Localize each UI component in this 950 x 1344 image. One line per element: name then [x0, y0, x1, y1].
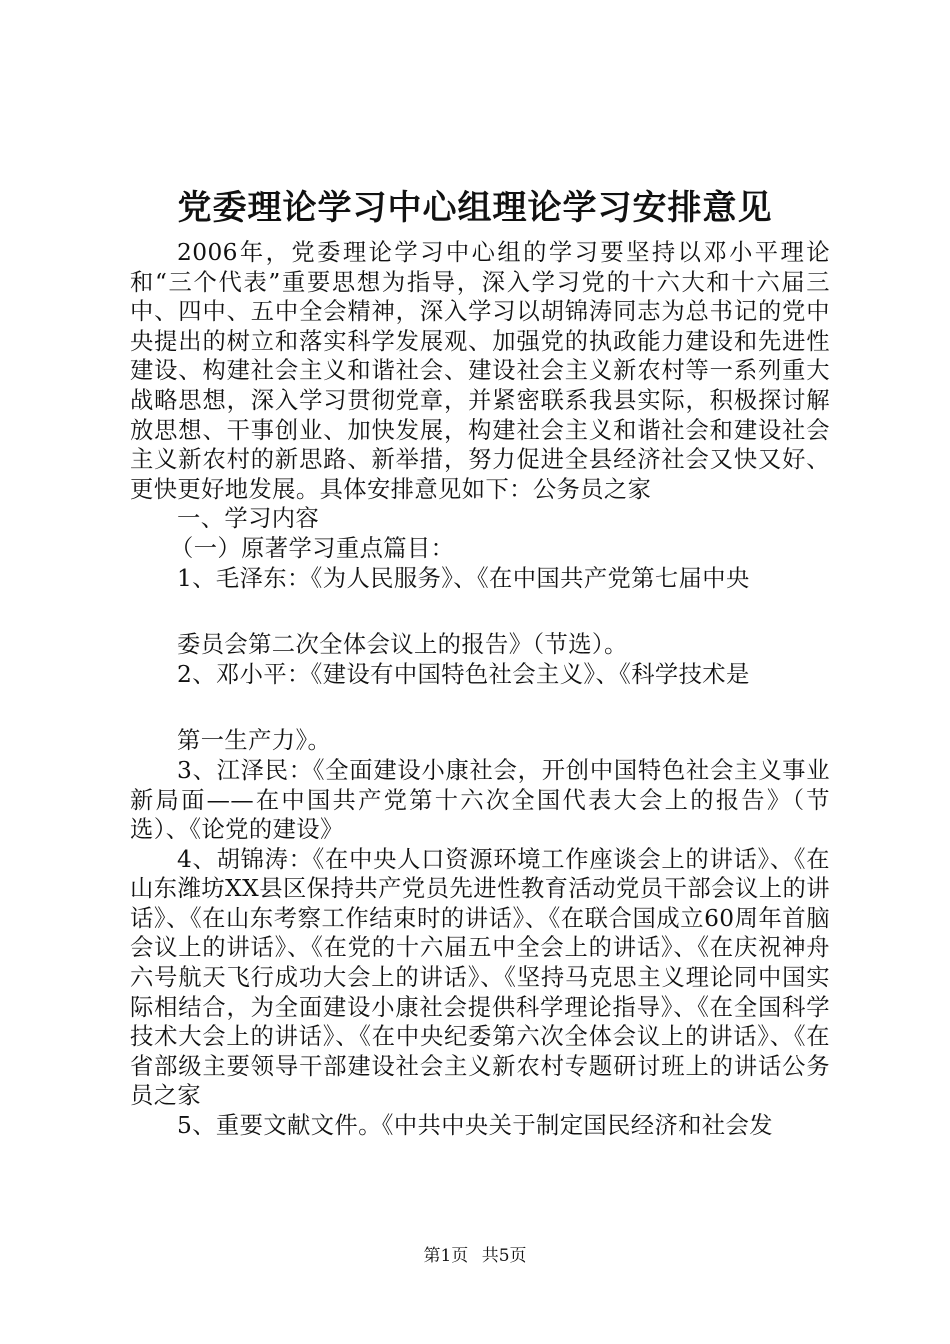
list-item-5: 5、重要文献文件。《中共中央关于制定国民经济和社会发 [177, 1112, 773, 1140]
spacer [130, 689, 830, 726]
list-item-2-line-2: 第一生产力》。 [177, 727, 332, 755]
page-footer [0, 1244, 950, 1268]
intro-paragraph: 2006年，党委理论学习中心组的学习要坚持以邓小平理论和“三个代表”重要思想为指导，深入学习党的十六大和十六届三中、四中、五中全会精神，深入学习以胡锦涛同志为总书记的党中央提出的树立和落实科学发展观、加强党的执政能力建设和先进性建设、构建社会主义和谐社会、建设社会主义新农村等一系列重大战略思想，深入学习贯彻党章，并紧密联系我县实际，积极探讨解放思想、干事创业、加快发展，构建社会主义和谐社会和建设社会主义新农村的新思路、新举措，努力促进全县经济社会又快又好、更快更好地发展。具体安排意见如下：公务员之家 [130, 239, 830, 503]
document-body [130, 238, 830, 1141]
page-total: 共5页 [481, 1246, 527, 1266]
list-item-1-line-2: 委员会第二次全体会议上的报告》（节选）。 [177, 631, 628, 659]
document-title: 党委理论学习中心组理论学习安排意见 [177, 188, 773, 228]
list-item-3: 3、江泽民：《全面建设小康社会，开创中国特色社会主义事业新局面——在中国共产党第十六次全国代表大会上的报告》（节选）、《论党的建设》 [130, 756, 830, 844]
list-item-2-line-1: 2、邓小平：《建设有中国特色社会主义》、《科学技术是 [177, 660, 750, 688]
spacer [130, 593, 830, 630]
section-heading: 一、学习内容 [177, 505, 320, 533]
subsection-heading: （一）原著学习重点篇目： [170, 534, 455, 562]
list-item-4: 4、胡锦涛：《在中央人口资源环境工作座谈会上的讲话》、《在山东潍坊XX县区保持共产党员先进性教育活动党员干部会议上的讲话》、《在山东考察工作结束时的讲话》、《在联合国成立60周年首脑会议上的讲话》、《在党的十六届五中全会上的讲话》、《在庆祝神舟六号航天飞行成功大会上的讲话》、《坚持马克思主义理论同中国实际相结合，为全面建设小康社会提供科学理论指导》、《在全国科学技术大会上的讲话》、《在中央纪委第六次全体会议上的讲话》、《在省部级主要领导干部建设社会主义新农村专题研讨班上的讲话公务员之家 [130, 845, 830, 1110]
page-number: 第1页 [423, 1246, 469, 1266]
list-item-1-line-1: 1、毛泽东：《为人民服务》、《在中国共产党第七届中央 [177, 564, 750, 592]
